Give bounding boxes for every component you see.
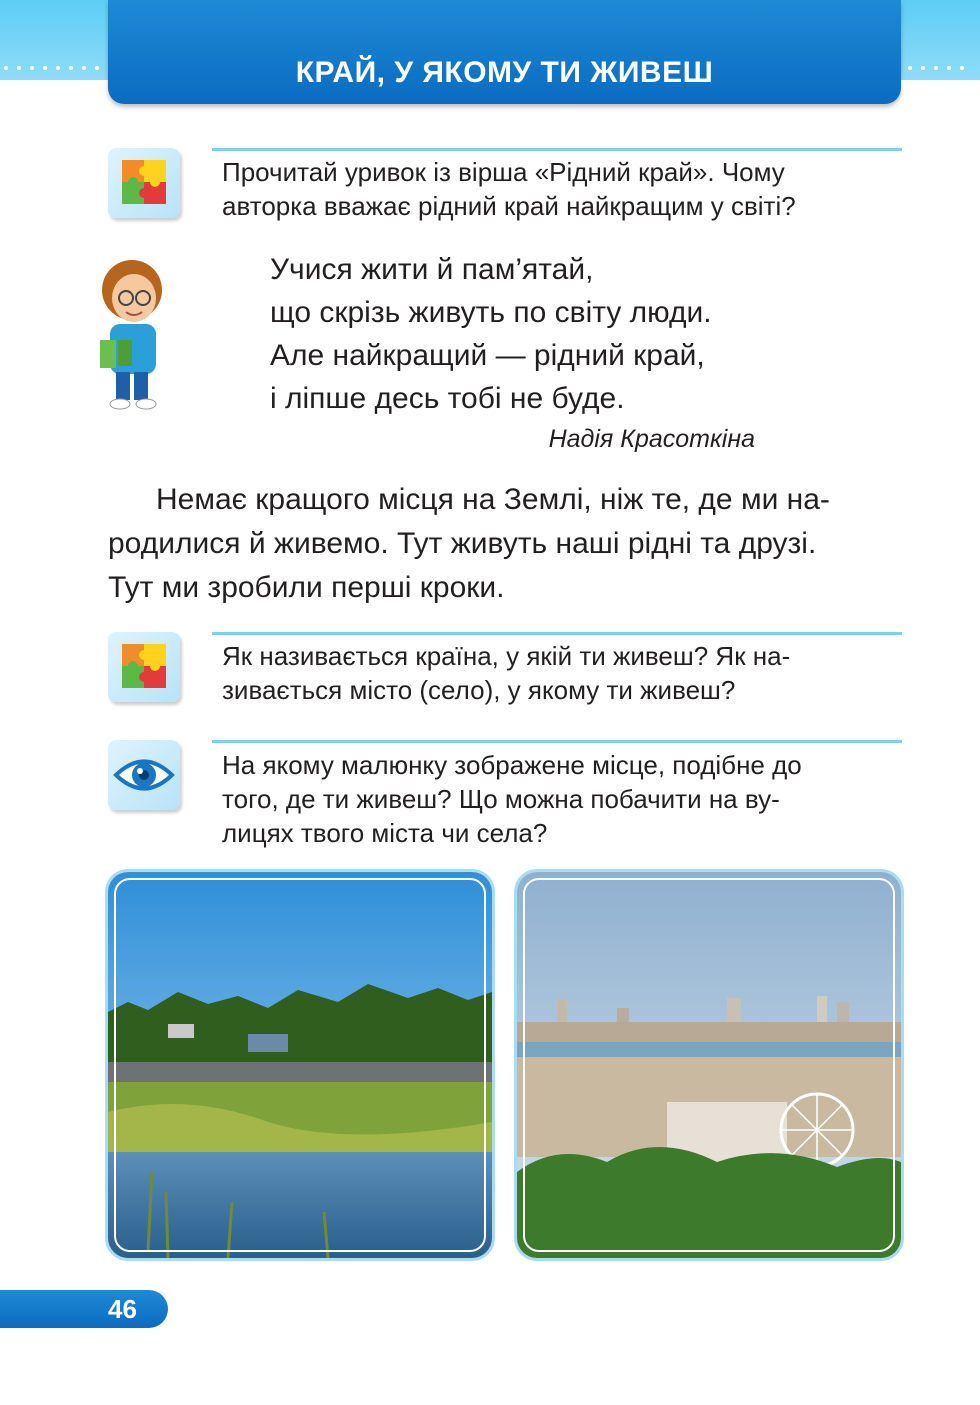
page-number: 46 (108, 1294, 137, 1324)
divider-line (212, 632, 902, 635)
body-paragraph (108, 478, 901, 610)
task-line: Прочитай уривок із вірша «Рідний край». Чому (222, 157, 785, 187)
poem-line: Але найкращий — рідний край, (270, 339, 705, 372)
task-line: авторка вважає рідний край найкращим у світі? (222, 191, 796, 221)
poem-line: що скрізь живуть по світу люди. (270, 296, 712, 329)
task-line: зивається місто (село), у якому ти живеш? (222, 675, 736, 705)
task-text (222, 155, 892, 223)
dotted-line-left (4, 66, 99, 74)
task-line: На якому малюнку зображене місце, подібне до (222, 750, 802, 780)
paragraph-line: родилися й живемо. Тут живуть наші рідні та друзі. (108, 527, 817, 560)
puzzle-icon (108, 148, 180, 218)
task-line: Як називається країна, у якій ти живеш? Як на- (222, 641, 791, 671)
photo-frame (114, 878, 486, 1252)
poem-line: Учися жити й пам’ятай, (270, 253, 594, 286)
boy-illustration (96, 254, 168, 419)
photo-frame (523, 878, 895, 1252)
divider-line (212, 740, 902, 743)
poem-author: Надія Красоткіна (548, 425, 755, 453)
city-photo (517, 872, 901, 1258)
village-photo (108, 872, 492, 1258)
task-text (222, 639, 892, 707)
puzzle-icon (108, 632, 180, 702)
divider-line (212, 148, 902, 151)
page-title: КРАЙ, У ЯКОМУ ТИ ЖИВЕШ (295, 56, 714, 89)
eye-icon (108, 740, 180, 810)
header-bar (108, 0, 901, 104)
poem-line: і ліпше десь тобі не буде. (270, 382, 625, 415)
paragraph-line: Немає кращого місця на Землі, ніж те, де ми на- (156, 483, 830, 516)
poem (270, 248, 712, 420)
paragraph-line: Тут ми зробили перші кроки. (108, 571, 505, 604)
task-text (222, 748, 892, 850)
task-line: того, де ти живеш? Що можна побачити на ву- (222, 784, 780, 814)
dotted-line-right (908, 66, 964, 74)
task-line: лицях твого міста чи села? (222, 818, 548, 848)
page-number-tab (0, 1290, 168, 1328)
